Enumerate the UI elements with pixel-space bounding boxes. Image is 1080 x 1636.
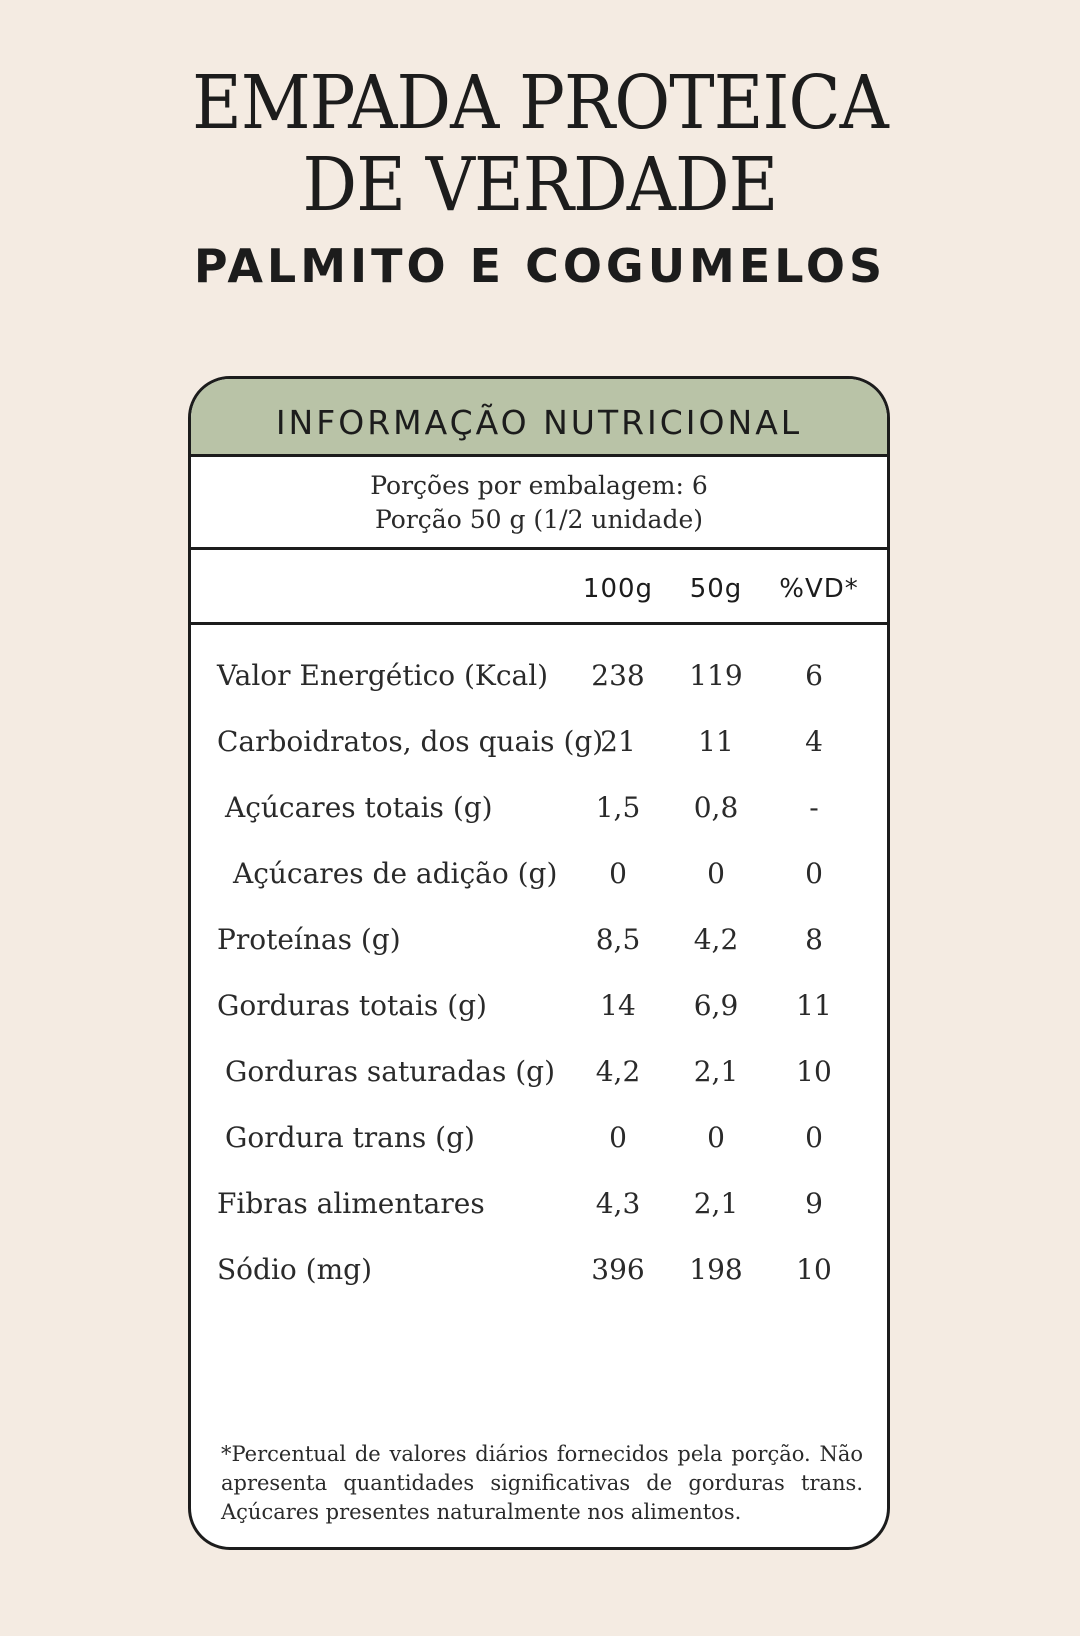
table-row <box>191 725 887 791</box>
value-daily-percent: 4 <box>805 725 823 758</box>
product-flavor: PALMITO E COGUMELOS <box>193 239 887 293</box>
value-100g: 14 <box>600 989 636 1022</box>
value-daily-percent: 9 <box>805 1187 823 1220</box>
column-header-50g: 50g <box>689 574 743 604</box>
nutrient-label: Gorduras saturadas (g) <box>225 1055 555 1088</box>
value-daily-percent: 11 <box>796 989 832 1022</box>
value-50g: 11 <box>698 725 734 758</box>
value-100g: 1,5 <box>595 791 641 824</box>
servings-per-package: Porções por embalagem: 6 <box>370 471 708 500</box>
nutrient-label: Gordura trans (g) <box>225 1121 475 1154</box>
value-100g: 4,3 <box>595 1187 641 1220</box>
nutrient-label: Carboidratos, dos quais (g) <box>217 725 604 758</box>
value-50g: 198 <box>689 1253 743 1286</box>
value-daily-percent: 8 <box>805 923 823 956</box>
value-100g: 238 <box>591 659 645 692</box>
product-title-line-1: EMPADA PROTEICA <box>192 60 888 146</box>
value-daily-percent: 10 <box>796 1055 832 1088</box>
serving-info <box>191 457 887 550</box>
table-row <box>191 1253 887 1319</box>
value-daily-percent: 0 <box>805 857 823 890</box>
table-row <box>191 1187 887 1253</box>
table-row <box>191 989 887 1055</box>
value-50g: 6,9 <box>693 989 739 1022</box>
value-100g: 396 <box>591 1253 645 1286</box>
table-row <box>191 857 887 923</box>
column-headers <box>191 550 887 625</box>
table-row <box>191 1055 887 1121</box>
nutrient-label: Gorduras totais (g) <box>217 989 487 1022</box>
value-50g: 0,8 <box>693 791 739 824</box>
value-50g: 4,2 <box>693 923 739 956</box>
table-row <box>191 923 887 989</box>
serving-size: Porção 50 g (1/2 unidade) <box>374 505 703 534</box>
value-100g: 21 <box>600 725 636 758</box>
table-row <box>191 659 887 725</box>
nutrient-label: Açúcares de adição (g) <box>233 857 558 890</box>
column-header-daily-value: %VD* <box>779 574 859 604</box>
value-50g: 119 <box>689 659 743 692</box>
nutrient-label: Açúcares totais (g) <box>225 791 493 824</box>
value-100g: 8,5 <box>595 923 641 956</box>
nutrition-facts-panel <box>188 376 890 1550</box>
value-50g: 2,1 <box>693 1055 739 1088</box>
nutrient-label: Proteínas (g) <box>217 923 401 956</box>
product-title <box>43 62 1037 226</box>
value-daily-percent: 0 <box>805 1121 823 1154</box>
footnote: *Percentual de valores diários fornecidos pela porção. Não apresenta quantidades significativas de gorduras trans. Açúcares presentes naturalmente nos alimentos. <box>221 1442 863 1524</box>
nutrition-panel-header: INFORMAÇÃO NUTRICIONAL <box>191 379 887 457</box>
value-50g: 0 <box>707 857 725 890</box>
nutrient-label: Sódio (mg) <box>217 1253 372 1286</box>
column-header-100g: 100g <box>582 574 654 604</box>
value-100g: 4,2 <box>595 1055 641 1088</box>
value-50g: 2,1 <box>693 1187 739 1220</box>
value-100g: 0 <box>609 1121 627 1154</box>
nutrient-label: Valor Energético (Kcal) <box>217 659 549 692</box>
table-row <box>191 791 887 857</box>
value-daily-percent: - <box>809 791 819 824</box>
nutrient-table <box>191 659 887 1319</box>
table-row <box>191 1121 887 1187</box>
value-100g: 0 <box>609 857 627 890</box>
value-50g: 0 <box>707 1121 725 1154</box>
nutrient-label: Fibras alimentares <box>217 1187 485 1220</box>
value-daily-percent: 6 <box>805 659 823 692</box>
product-title-line-2: DE VERDADE <box>302 142 778 228</box>
value-daily-percent: 10 <box>796 1253 832 1286</box>
